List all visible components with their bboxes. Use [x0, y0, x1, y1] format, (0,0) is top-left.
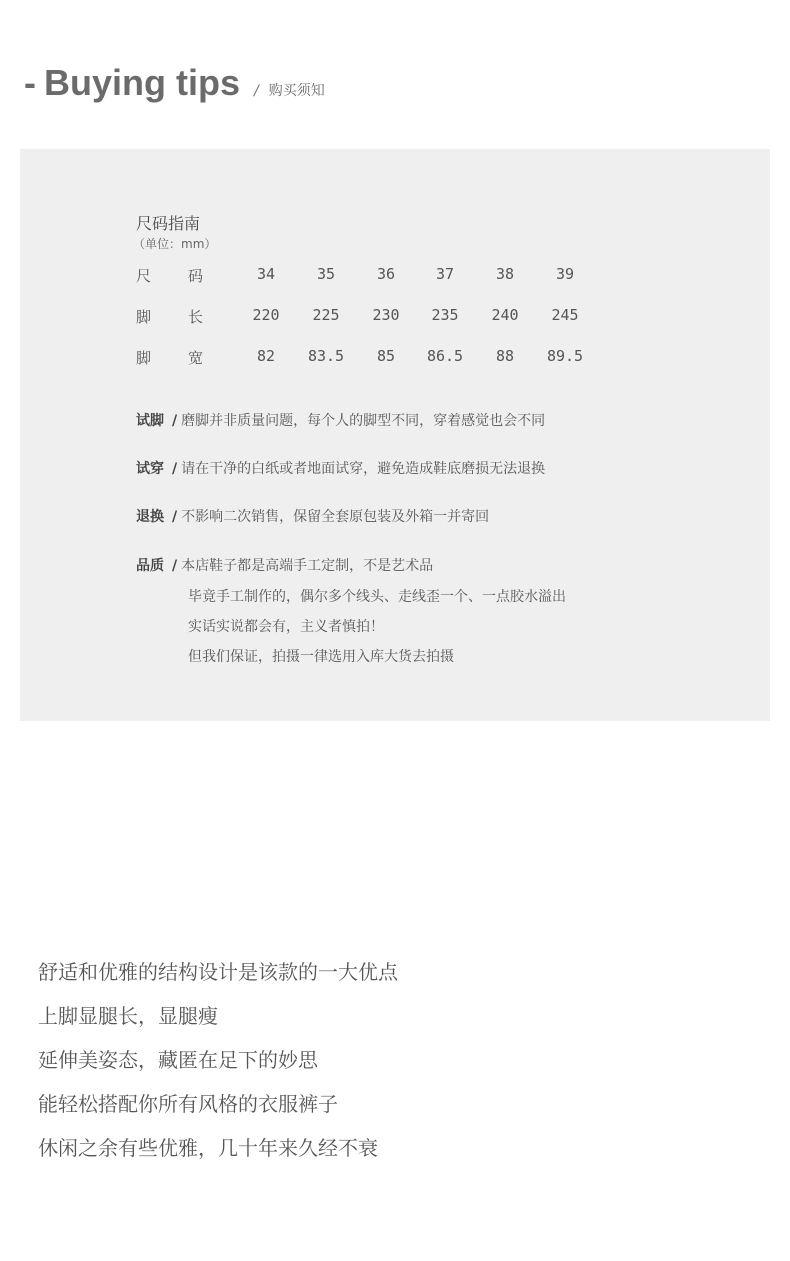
feature-line: 舒适和优雅的结构设计是该款的一大优点: [38, 960, 398, 984]
length-cell: 225: [312, 306, 340, 324]
row-label: 脚: [136, 349, 152, 367]
feature-line: 延伸美姿态，藏匿在足下的妙思: [38, 1048, 318, 1072]
tip-text: 本店鞋子都是高端手工定制，不是艺术品: [181, 558, 434, 574]
width-cell: 83.5: [307, 347, 345, 365]
tip-key: 试脚: [136, 413, 164, 429]
length-cell: 240: [491, 306, 519, 324]
feature-line: 上脚显腿长，显腿瘦: [38, 1004, 218, 1028]
size-guide-unit: （单位：mm）: [133, 237, 217, 251]
feature-line: 能轻松搭配你所有风格的衣服裤子: [38, 1092, 338, 1116]
tip-separator: /: [172, 558, 178, 574]
tip-separator: /: [172, 461, 178, 477]
length-cell: 230: [372, 306, 400, 324]
tip-separator: /: [172, 413, 178, 429]
row-label: 码: [188, 267, 204, 285]
width-cell: 82: [256, 347, 276, 365]
tip-try-fit: [136, 410, 545, 430]
row-label: 宽: [188, 349, 204, 367]
quality-note: 实话实说都会有，主义者慎拍！: [188, 619, 384, 635]
width-cell: 85: [376, 347, 396, 365]
quality-note: 但我们保证，拍摄一律选用入库大货去拍摄: [188, 649, 454, 665]
length-cell: 220: [252, 306, 280, 324]
header-dash: -: [24, 62, 36, 103]
tip-key: 品质: [136, 558, 164, 574]
row-label: 长: [188, 308, 204, 326]
tip-text: 磨脚并非质量问题，每个人的脚型不同，穿着感觉也会不同: [181, 413, 546, 429]
tip-key: 试穿: [136, 461, 164, 477]
size-cell: 37: [435, 265, 455, 283]
feature-list: [38, 955, 398, 1175]
width-cell: 89.5: [546, 347, 584, 365]
size-guide-title: 尺码指南: [136, 214, 201, 233]
tip-separator: /: [172, 509, 178, 525]
tip-try-on: [136, 458, 545, 478]
length-cell: 245: [551, 306, 579, 324]
row-label: 脚: [136, 308, 152, 326]
width-cell: 88: [495, 347, 515, 365]
section-header: [24, 62, 325, 104]
row-label: 尺: [136, 267, 152, 285]
length-cell: 235: [431, 306, 459, 324]
tip-key: 退换: [136, 509, 164, 525]
size-cell: 35: [316, 265, 336, 283]
section-subtitle: 购买须知: [268, 83, 325, 99]
tip-text: 请在干净的白纸或者地面试穿，避免造成鞋底磨损无法退换: [181, 461, 546, 477]
size-cell: 39: [555, 265, 575, 283]
tip-return: [136, 506, 489, 526]
feature-line: 休闲之余有些优雅，几十年来久经不衰: [38, 1136, 378, 1160]
tip-quality: [136, 555, 433, 575]
width-cell: 86.5: [426, 347, 464, 365]
size-cell: 38: [495, 265, 515, 283]
size-cell: 36: [376, 265, 396, 283]
size-cell: 34: [256, 265, 276, 283]
tip-text: 不影响二次销售，保留全套原包装及外箱一并寄回: [181, 509, 490, 525]
header-slash: /: [254, 83, 259, 99]
tips-panel: [20, 149, 770, 721]
quality-note: 毕竟手工制作的，偶尔多个线头、走线歪一个、一点胶水溢出: [188, 589, 566, 605]
section-title: Buying tips: [44, 62, 240, 103]
